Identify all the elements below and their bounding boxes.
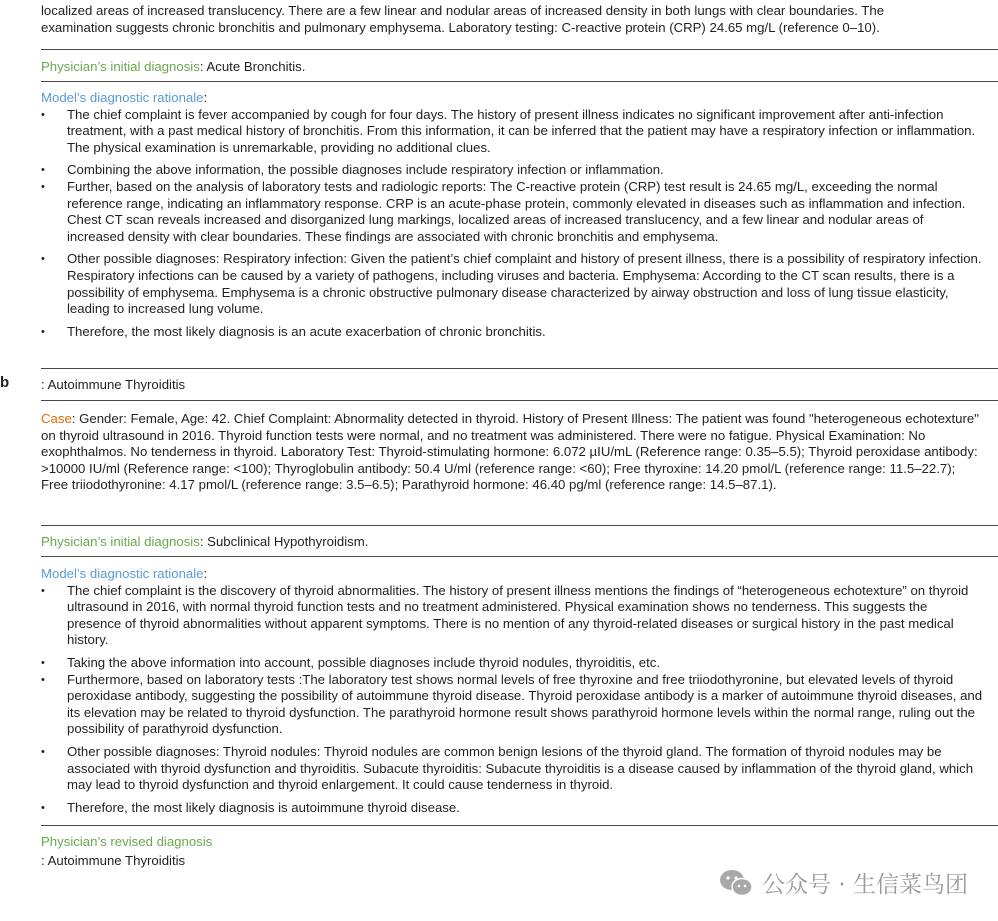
divider: [41, 525, 998, 526]
rationale-item: • Other possible diagnoses: Thyroid nodules: Thyroid nodules are common benign lesions of the thyroid gland. The formation of thyroid nodules may be associated with thyroid dysfunction and thyroiditis. Subacute thyroiditis: Subacute thyroiditis is a disease caused by inflammation of the thyroid gland, which may lead to thyroid dysfunction and thyroid enlargement. It could cause tenderness in thyroid.: [41, 744, 984, 794]
case-a-line: localized areas of increased translucency. There are a few linear and nodular areas of increased density in both lungs with clear boundaries. The: [41, 3, 885, 18]
case-b: [41, 411, 984, 494]
rationale-heading: Model’s diagnostic rationale:: [41, 566, 208, 581]
initial-diagnosis-a: [41, 59, 984, 76]
case-a-text-tail: [41, 3, 984, 36]
rationale-item: • Therefore, the most likely diagnosis is an acute exacerbation of chronic bronchitis.: [41, 324, 984, 341]
revised-diagnosis-value: : Autoimmune Thyroiditis: [41, 852, 186, 868]
rationale-item: • Furthermore, based on laboratory tests :The laboratory test shows normal levels of free thyroxine and free triiodothyronine, but elevated levels of thyroid peroxidase antibody, suggesting the possibility of autoimmune thyroid disease. Thyroid peroxidase antibody is a marker of autoimmune thyroid diseases, and its elevation may be related to thyroid dysfunction. The parathyroid hormone result shows parathyroid hormone levels within the normal range, ruling out the possibility of parathyroid dysfunction.: [41, 672, 984, 738]
wechat-icon: [718, 868, 754, 898]
revised-diagnosis-b-clipped: [41, 832, 641, 868]
rationale-label: Model’s diagnostic rationale: [41, 566, 204, 581]
rationale-label: Model’s diagnostic rationale: [41, 90, 204, 105]
rationale-item: • The chief complaint is fever accompanied by cough for four days. The history of present illness indicates no significant improvement after anti-infection treatment, with a past medical history of bronchitis. From this information, it can be inferred that the patient may have a respiratory infection or inflammation. The physical examination is unremarkable, providing no additional clues.: [41, 107, 984, 157]
rationale-item: • Combining the above information, the possible diagnoses include respiratory infection or inflammation.: [41, 162, 984, 179]
rationale-list: [41, 583, 984, 817]
initial-diagnosis-label: Physician’s initial diagnosis: [41, 534, 200, 549]
divider: [41, 556, 998, 557]
watermark: [718, 866, 968, 899]
divider: [41, 49, 998, 50]
case-label: Case: [41, 411, 72, 426]
rationale-item: • Therefore, the most likely diagnosis is autoimmune thyroid disease.: [41, 800, 984, 817]
revised-diagnosis-a: [41, 377, 984, 394]
case-text: : Gender: Female, Age: 42. Chief Complaint: Abnormality detected in thyroid. History of Present Illness: The patient was found "heterogeneous echotexture" on thyroid ultrasound in 2016. Thyroid function tests were normal, and no treatment was administered. There were no fatigue. Physical Examination: No exophthalmos. No tenderness in thyroid. Laboratory Test: Thyroid-stimulating hormone: 6.072 µIU/mL (Reference range: 0.35–5.5); Thyroid peroxidase antibody: >10000 IU/ml (Reference range: <100); Thyroglobulin antibody: 50.4 U/ml (reference range: <60); Free thyroxine: 14.20 pmol/L (reference range: 11.5–22.7); Free triiodothyronine: 4.17 pmol/L (reference range: 3.5–6.5); Parathyroid hormone: 46.40 pg/ml (reference range: 14.5–87.1).: [41, 411, 979, 493]
rationale-list: [41, 107, 984, 341]
watermark-text: 公众号 · 生信菜鸟团: [762, 872, 968, 898]
divider: [41, 81, 998, 82]
rationale-item: • Taking the above information into account, possible diagnoses include thyroid nodules, thyroiditis, etc.: [41, 655, 984, 672]
initial-diagnosis-b: [41, 534, 984, 551]
rationale-b: [41, 566, 984, 816]
initial-diagnosis-value: : Acute Bronchitis.: [199, 59, 306, 74]
divider: [41, 825, 998, 826]
rationale-a: [41, 90, 984, 340]
divider: [41, 400, 998, 401]
case-a-line: examination suggests chronic bronchitis and pulmonary emphysema. Laboratory testing: C-reactive protein (CRP) 24.65 mg/L (reference 0–10).: [41, 19, 880, 35]
initial-diagnosis-label: Physician’s initial diagnosis: [41, 59, 200, 74]
rationale-item: • Other possible diagnoses: Respiratory infection: Given the patient’s chief complaint and history of present illness, there is a possibility of respiratory infection. Respiratory infections can be caused by a variety of pathogens, including viruses and bacteria. Emphysema: According to the CT scan results, there is a possibility of emphysema. Emphysema is a chronic obstructive pulmonary disease characterized by airway obstruction and loss of lung tissue elasticity, leading to increased lung volume.: [41, 251, 984, 317]
rationale-item: • Further, based on the analysis of laboratory tests and radiologic reports: The C-reactive protein (CRP) test result is 24.65 mg/L, exceeding the normal reference range, indicating an inflammatory response. CRP is an acute-phase protein, commonly elevated in diseases such as inflammation and infection. Chest CT scan reveals increased and disorganized lung markings, localized areas of increased translucency, and a few linear and nodular areas of increased density with clear boundaries. These findings are associated with chronic bronchitis and emphysema.: [41, 179, 984, 245]
divider: [41, 368, 998, 369]
panel-label-b: b: [0, 374, 10, 391]
rationale-item: • The chief complaint is the discovery of thyroid abnormalities. The history of present illness mentions the findings of “heterogeneous echotexture” on thyroid ultrasound in 2016, with normal thyroid function tests and no treatment administered. Physical examination shows no tenderness. This suggests the presence of thyroid abnormalities without apparent symptoms. There is no mention of any thyroid-related diseases or surgical history in the past medical history.: [41, 583, 984, 649]
revised-diagnosis-value: : Autoimmune Thyroiditis: [41, 377, 186, 392]
rationale-heading: Model’s diagnostic rationale:: [41, 90, 208, 105]
revised-diagnosis-label: Physician’s revised diagnosis: [41, 834, 213, 849]
initial-diagnosis-value: : Subclinical Hypothyroidism.: [199, 534, 369, 549]
